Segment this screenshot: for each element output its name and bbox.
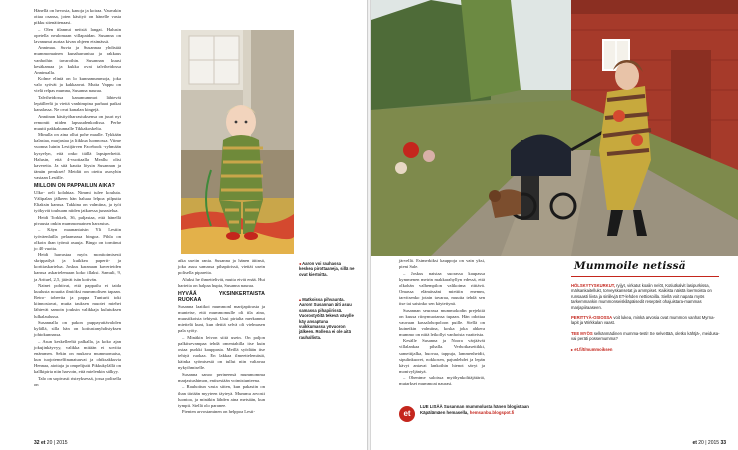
sidebar-item-head: PERITTYÄ-OSIOSSA	[571, 315, 613, 321]
sidebar-link[interactable]: ▸ et.fi/t/mummoiksen	[571, 346, 613, 352]
left-page	[0, 0, 367, 450]
sidebar-box	[571, 258, 720, 431]
paragraph: Talo on sopivasti risteyksessä, jossa polisella on	[34, 375, 121, 387]
right-page	[371, 0, 738, 450]
page-number: 32	[34, 440, 40, 446]
paragraph: Annimaa. Suvia ja Susannaa yhdistää mummomainen kunaharraniua ja rakkaus vanhoihin tavaroihin. Susannan kuusi kesäkamaa ja kukka ovat talviheidossa Anninsalla.	[34, 45, 121, 75]
promo-text	[420, 404, 548, 415]
paragraph: – Käyn maanantaisin Yli Lestiin työväenlailla pelaamassa bingoa. Pihla on olkoin ihan työmä asuuja. Bingo on torniinut jo 40 vuotta.	[34, 227, 121, 251]
paragraph: Kolme elintä on lo kunnamummoja, joka valo syövät ja kakkaavat. Mutta Vappu on vielä relpas mumna, Susanna nauraa.	[34, 76, 121, 94]
paragraph: Kesälle Susanna ja Noora värjäävät villalankaa pihalla. Verhotkasettikki, samettijalka, huovaa, tappuja, lammenheidit, sipulinkuoret, nokkosen, pajunlehdet ja lepän kävyt antavat lankoihin hienot sävyt ja monivyljäntyä.	[399, 338, 485, 374]
article-column-2	[178, 258, 265, 416]
paragraph: Talviheidossa kanamummot lähtevät lepäilleelä ja viettä vanhimpina parhaat paikat kanalassa. Ne ovat kanalan kingejä.	[34, 94, 121, 113]
caption-arrow-icon: ▴	[299, 297, 302, 302]
paragraph: Heidi harrastaa myös monitoimisesti skrippailyä ja kuikkea paperit- ja korttiaskartelua. Joskus karanaan kaverieiden kanssa askartelemaan koko illaksi. Samuli, 9, ja Arttuel, 2,5, jäävät isän kotivän.	[34, 252, 121, 282]
issue-number: 20 | 2015	[46, 440, 68, 446]
page-folio-left	[34, 440, 68, 446]
blog-link[interactable]: hemsanbu.blogspot.fi	[469, 409, 515, 415]
sidebar-item	[571, 283, 720, 310]
issue-number: 20 | 2015	[698, 440, 720, 446]
sidebar-item	[571, 315, 720, 326]
paragraph: Pienten arvostaminen on helppoa Lesti-	[182, 409, 255, 415]
paragraph: Minulla on aina ollut pohe maalle. Tykkään kalastaa, marjastaa ja liikkua luonnossa. Viime vuonna luinin Lestijärven Facebook -ryhmään kysyelyn, että onko tiällä lapsiperheitä. Halusin, että 4-vuotiaalla Meallu olisi kavereita. Ja sitä kautta löysin Susannan ja tämän perukset! Meidät on otettu asosyhin vastaan Lestille.	[34, 132, 121, 180]
paragraph: – Minäkin leivon siitä usein. On paljon palkitsevampaa tehdä omentahilla itse kuin ostaa purkki kauppasta. Meillä syödään itse tehtyä ruokaa. En lakkaa ilmeettelemästä, käinka syömisestä on tullut niin valtavaa nykyihmiselle.	[178, 334, 265, 371]
magazine-name: et	[40, 440, 46, 446]
sidebar-item-body: voit lukea, minkä arvosia ovat mummon vanhat Myrna-lapit ja Wirkkalan vaast.	[571, 315, 715, 326]
walk-photo	[371, 0, 738, 256]
paragraph: Susannalla on pakon puppayattävalolen kylällä, silla hän on kotiustanyhdistyksen johtokunnassa.	[34, 319, 121, 338]
paragraph: Anniinan käsityöharrastuksensa on juuri nyt remontti niiden lapsuudenkodissa. Perhe muutti pakkakunnalle Tikkakoskelta.	[34, 113, 121, 131]
page-number: 33	[720, 440, 726, 446]
section-heading: HYVÄÄ YKSINKERTAISTA RUOKAA	[178, 290, 265, 303]
paragraph: – Olen tilannut neitsiä langat. Halusin opetella neulomaan villapaidan. Susanna on lavanunut aurtaa kivan ohjeen etsimässä.	[34, 26, 121, 44]
article-column-3	[399, 258, 485, 388]
paragraph: Heidi Torkkeli, 36, paljastaa, että hänellä pivausta onkin mummomainen harrastus.	[34, 214, 121, 226]
paragraph: – Rauhoitun vasta sitten, kun pakastin on ihan täriään myyteen täyteyä. Mummu arvosti luontoa, ja minäkin lähden aina metsään, kun tympii. Siellä olo paranee.	[178, 384, 265, 408]
paragraph: Ulko- oeli kolahtaa. Nimmi tulee kouluta. Välipalan jälkeen hän haluaa lelpoa pilputta Eliaksin kanssa. Takkina on valmiina, ja työt työkyvät touhuam niiden jatkaessa junastelua.	[34, 190, 121, 214]
sidebar-item-head: TEE MYÖS	[571, 330, 593, 336]
promo-label: LUE LISÄÄ Susannan mummolusta hänen blogistaan Käpälämäen hemasella,	[420, 404, 529, 415]
photo-caption	[299, 261, 355, 277]
paragraph: järvellä. Esimerkiksi kauppoja on vain yksi, pieni Sale.	[399, 258, 485, 270]
article-column-1	[34, 8, 121, 388]
baby-photo-image	[181, 30, 294, 254]
sidebar-item	[571, 331, 720, 342]
caption-text: Matkoissa pihvaunta. Aaron! Susannan äiti asuu samassa pihapiirissä. Vuorostyöitä tekevä vävylle käy ansaptuna vuikkumassa yövuoron jälkeen. Rollena ei ole aitä rauhallista.	[299, 297, 354, 340]
sidebar-item-head: HÖLSKYTYSKURKUT,	[571, 283, 615, 288]
page-folio-right	[692, 440, 726, 446]
paragraph: Susanna laatikoi mummonl marijapiirasta ja munteise, että mummomulle oli tila aina, muustikoista tehtynä. Uusi pirtalta merkannut miettelä kunt, kun dettiä selvä oli vielmasen pala syöty.	[178, 304, 265, 334]
photo-caption	[299, 297, 355, 340]
paragraph: Aluksi he ihmettelivät, mutta eivät enää. Hui harteita on halpaa hupia, Susanna nauraa.	[178, 276, 265, 288]
paragraph: – Asun keskelleeltä palkalla, ja koko ajan jokujinkäyvyy, valikka mitään ei soviita enämmen. Sekin on mukava mummomaisa, kun tuojotemelfinanatuuvat ja ohiksakkuvia Hennaa, aiottaja ja ompelijutti Pikkukylällä on kallkipiria niin harvoin, että mielenkin sälkyy.	[34, 338, 121, 375]
caption-arrow-icon: ◂	[299, 261, 302, 266]
et-logo: et	[399, 406, 415, 422]
sidebar-item-body: ryijyt, virkatut koalin nelöt, Kotiutkalvit lasipurkissa, mälsankaitellukt, torveyskansetat ja ammpiset. Kaikista näistä loermoista on runsaasti liivta ja sinlikvjä ET-lehden nettiosoilla. Siellä voit napata myös tarkemmankin mummonseiskiläpäisedit resepteit ohajuistara-mammas marjapiiraaseen.	[571, 283, 712, 310]
paragraph: Hänellä on hevosia, kanoja ja koiraa. Vauvakin ottaa osansa, joten käsityö on hänelle vasta pikku sitenäitenaasi.	[34, 8, 121, 26]
baby-photo	[181, 30, 294, 254]
paragraph: aika useiin rania. Susanna ja hänen äitinsä, joka asuu samassa pihapiirissä, viettät usein polisella pipareita.	[178, 258, 265, 276]
sidebar-item-body: selkänmädinen mumma-testi! Se selvettää, oletko kähtjä-, meidusa- vai peräti possemumma?	[571, 330, 720, 342]
caption-text: Aaron voi rauhassa keskea pirottaaneja, sillä ne ovat kiertoitta.	[299, 261, 355, 277]
sidebar-title: Mummoile netissä	[574, 260, 686, 272]
paragraph: – Joskus naistaa suorassa kaupassa kymmenen metrin makkarahyllyn edessä, että olkohän valhempilon valikoima riittävä. Omassa elämässäni miettiin enemm, tarvitsenko jotain tavaraa, muutta tehdä sen itse tai saisinko sen käytettynä.	[399, 270, 485, 307]
magazine-name: et	[692, 440, 697, 446]
paragraph: Susanna sanoo perineensä mummomma marjastushimon, entisestään voimistunteena.	[178, 371, 265, 383]
paragraph: Susannan seurassa mummokodin prejektiä on kuusa riinymuotansa tupaan. Hän odottaa vauvaan kassalohopoloon puille. Siellä on kuinetkin valmiina, koska joka ahkera mummo on niitä leikollyt vanhoista vaatteista.	[399, 307, 485, 337]
section-heading: MILLOIN ON PAPPAILUN AIKA?	[34, 182, 115, 189]
paragraph: – Ohentme saloissa myöhynkolttäjätäriä, mutarkset mummoat naurasi.	[399, 375, 485, 387]
paragraph: Nainet pohtivat, että pappailu ei taida kuulusta nouaita ilmiöksi mummolisen tapaan. Retro- tobeeita ja pappa Tunturit toki kiinnostavat, mutta tauksen muotet miehet lähtevät samoin jouksin valikkaja kulutuksen lulkalaulussa.	[34, 283, 121, 319]
walk-photo-image	[371, 0, 738, 256]
divider	[571, 276, 719, 277]
blog-promo	[399, 404, 549, 432]
